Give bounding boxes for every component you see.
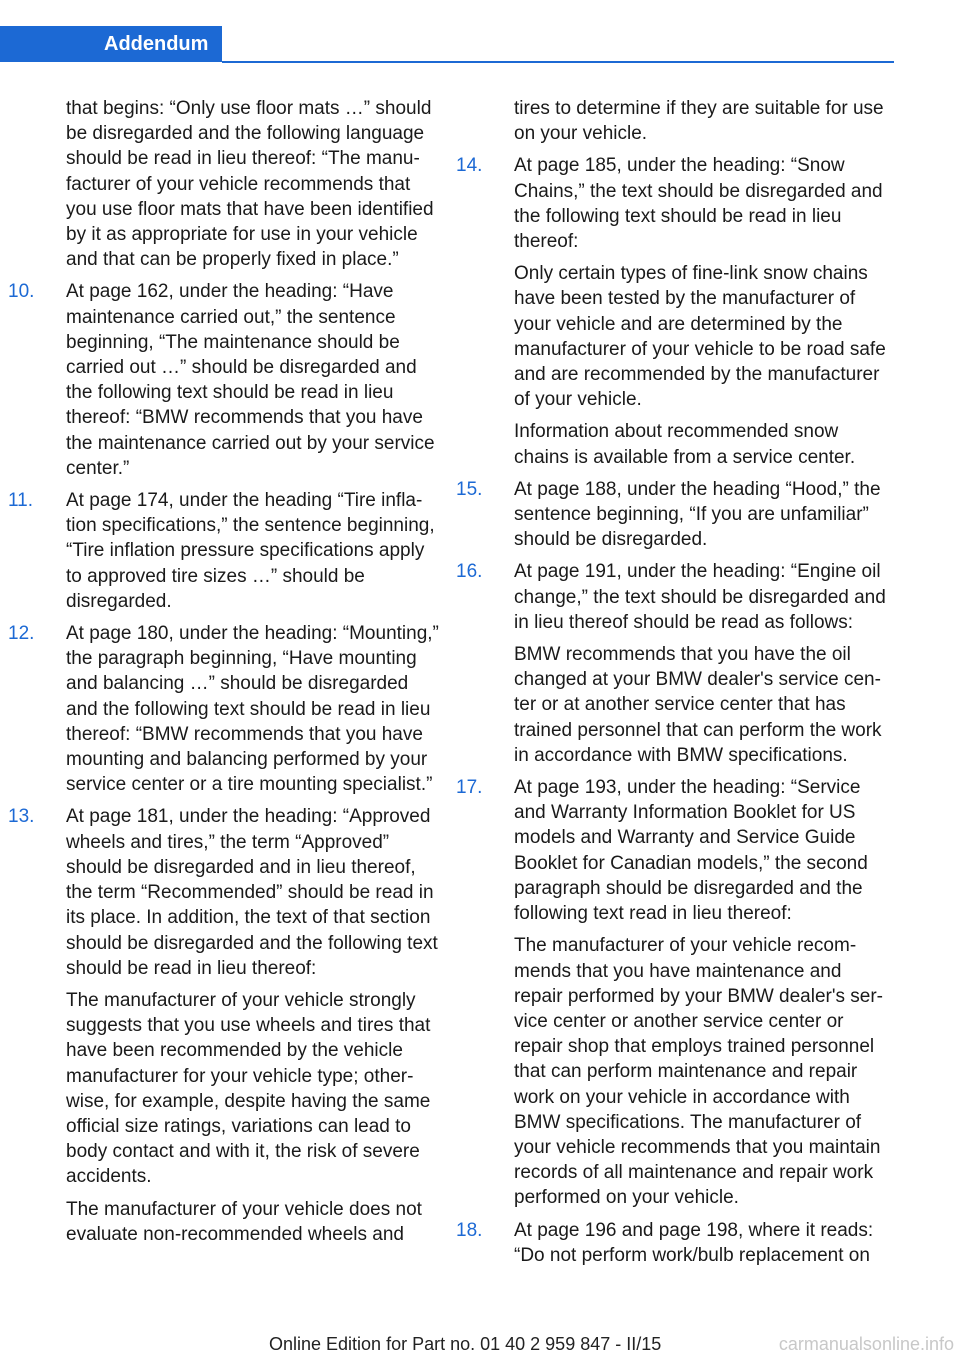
item-number: 15. bbox=[456, 478, 483, 500]
list-item bbox=[8, 488, 445, 614]
continuation-paragraph: tires to determine if they are suitable for use on your vehicle. bbox=[514, 98, 884, 145]
item-number: 16. bbox=[456, 561, 483, 583]
item-text: At page 196 and page 198, where it reads: “Do not perform work/bulb replacement on bbox=[514, 1219, 874, 1266]
item-text: At page 193, under the heading: “Service and Warranty Information Booklet for US models and Warranty and Service Guide Booklet for Canadian models,” the second paragraph should be disregarded and the following text read in lieu thereof: bbox=[514, 777, 868, 925]
list-item bbox=[456, 775, 893, 1210]
item-subparagraph: BMW recommends that you have the oil changed at your BMW dealer's service center or at another service center that has trained personnel that can perform the work in accordance with BMW specifications. bbox=[514, 644, 882, 766]
item-subparagraph: The manufacturer of your vehicle does not evaluate non-recommended wheels and bbox=[66, 1198, 422, 1245]
item-text: At page 162, under the heading: “Have maintenance carried out,” the sentence beginning, “The maintenance should be carried out …” should be disregarded and the following text should be read in lieu thereof: “BMW recommends that you have the maintenance carried out by your service center.” bbox=[66, 281, 435, 479]
item-subparagraph: The manufacturer of your vehicle recommends that you have maintenance and repair performed by your BMW dealer's service center or another service center or repair shop that employs trained personnel that can perform maintenance and repair work on your vehicle in accordance with BMW specifications. The manufacturer of your vehicle recommends that you maintain records of all maintenance and repair work performed on your vehicle. bbox=[514, 935, 883, 1209]
item-text: At page 174, under the heading “Tire inflation specifications,” the sentence beginning, “Tire inflation pressure specifications apply to approved tire sizes …” should be disregarded. bbox=[66, 490, 435, 612]
list-item bbox=[456, 1218, 893, 1268]
list-item bbox=[456, 477, 893, 553]
edition-note: Online Edition for Part no. 01 40 2 959 847 - II/15 bbox=[269, 1334, 662, 1354]
item-number: 10. bbox=[8, 281, 35, 303]
list-item bbox=[8, 804, 445, 1246]
page-footer bbox=[0, 1328, 960, 1362]
item-subparagraph: Information about recommended snow chains is available from a service center. bbox=[514, 421, 856, 468]
section-tab: Addendum bbox=[0, 26, 222, 62]
item-text: At page 181, under the heading: “Approved wheels and tires,” the term “Approved” should be disregarded and in lieu thereof, the term “Recommended” should be read in its place. In addition, the text of that section should be disregarded and the following text should be read in lieu thereof: bbox=[66, 806, 438, 979]
left-item-list bbox=[8, 279, 445, 1247]
right-item-list bbox=[456, 153, 893, 1268]
item-number: 14. bbox=[456, 155, 483, 177]
item-number: 17. bbox=[456, 777, 483, 799]
list-item bbox=[8, 279, 445, 481]
list-item bbox=[456, 559, 893, 768]
list-item bbox=[456, 153, 893, 469]
item-text: At page 185, under the heading: “Snow Chains,” the text should be disregarded and the following text should be read in lieu thereof: bbox=[514, 155, 883, 253]
item-number: 11. bbox=[8, 490, 34, 512]
right-column bbox=[456, 96, 893, 1275]
item-subparagraph: The manufacturer of your vehicle strongly suggests that you use wheels and tires that have been recommended by the vehicle manufacturer for your vehicle type; otherwise, for example, despite having the same official size ratings, variations can lead to body contact and with it, the risk of severe accidents. bbox=[66, 989, 431, 1188]
list-item bbox=[8, 621, 445, 797]
left-column bbox=[8, 96, 445, 1254]
item-subparagraph: Only certain types of fine-link snow chains have been tested by the manufacturer of your vehicle and are determined by the manufacturer of your vehicle to be road safe and are recommended by the manufacturer of your vehicle. bbox=[514, 263, 886, 411]
item-number: 13. bbox=[8, 806, 35, 828]
item-text: At page 180, under the heading: “Mounting,” the paragraph beginning, “Have mounting and balancing …” should be disregarded and the following text should be read in lieu thereof: “BMW recommends that you have mounting and balancing performed by your service center or a tire mounting specialist.” bbox=[66, 623, 439, 796]
item-number: 12. bbox=[8, 623, 35, 645]
watermark: carmanualsonline.info bbox=[778, 1334, 954, 1354]
item-text: At page 191, under the heading: “Engine oil change,” the text should be disregarded and in lieu thereof should be read as follows: bbox=[514, 561, 886, 633]
header-rule bbox=[222, 61, 894, 63]
item-number: 18. bbox=[456, 1219, 483, 1241]
continuation-paragraph: that begins: “Only use floor mats …” should be disregarded and the following language should be read in lieu thereof: “The manufacturer of your vehicle recommends that you use floor mats that have been identified by it as appropriate for use in your vehicle and that can be properly fixed in place.” bbox=[66, 98, 434, 271]
item-text: At page 188, under the heading “Hood,” the sentence beginning, “If you are unfamiliar” should be disregarded. bbox=[514, 478, 881, 551]
